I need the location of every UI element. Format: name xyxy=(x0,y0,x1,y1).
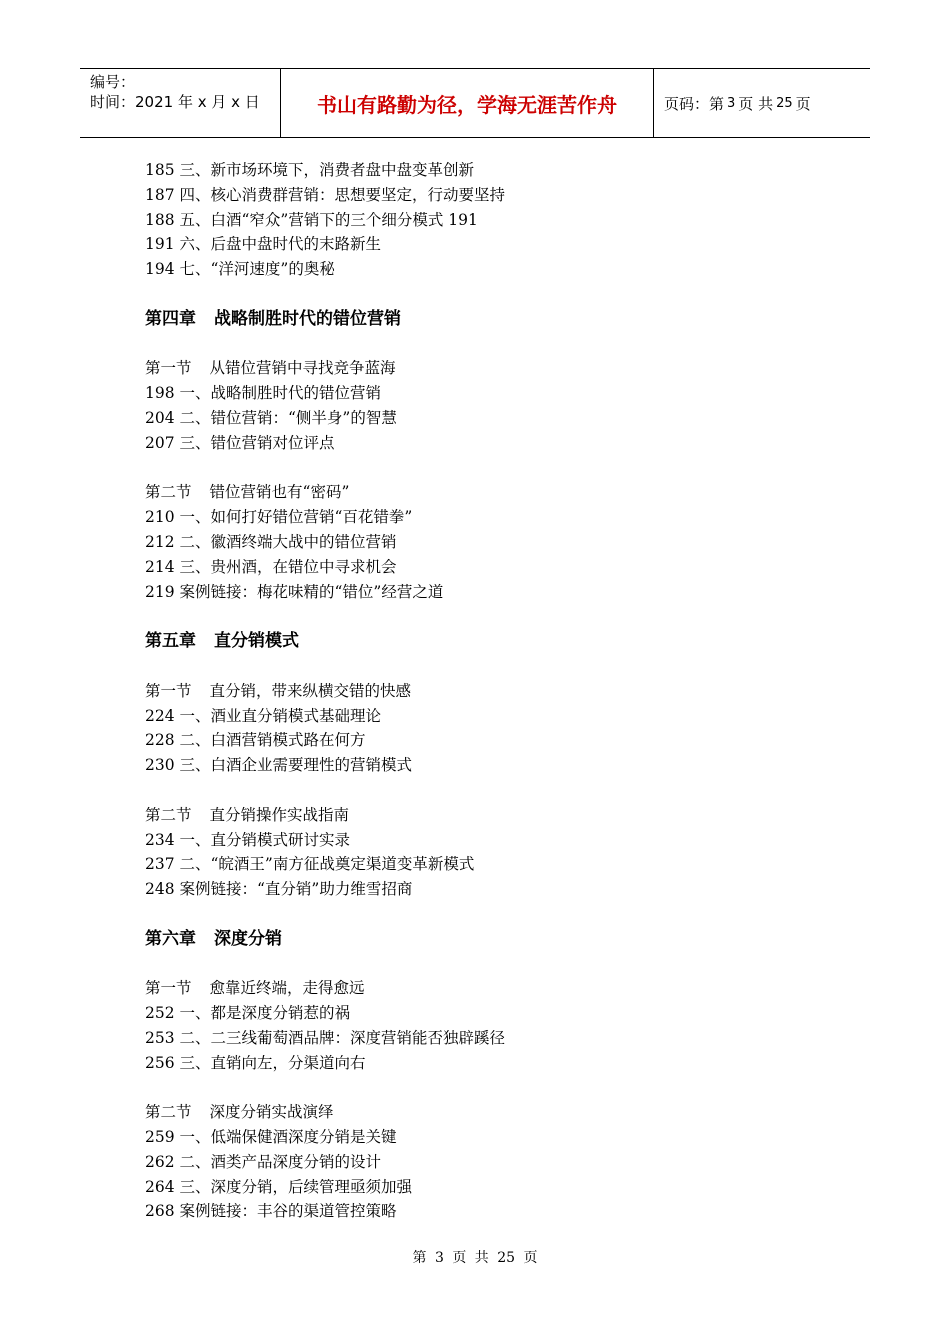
section-heading xyxy=(145,976,845,1001)
serial-label: 编号： xyxy=(90,73,136,91)
chapter-title: 战略制胜时代的错位营销 xyxy=(214,308,401,329)
section-title: 错位营销也有“密码” xyxy=(209,483,350,502)
section-heading xyxy=(145,679,845,704)
header-info-cell xyxy=(80,69,281,137)
chapter-label: 第五章 xyxy=(145,631,196,652)
footer-suffix: 页 xyxy=(523,1250,538,1266)
section-heading xyxy=(145,1100,845,1125)
section-label: 第二节 xyxy=(145,805,192,824)
footer-current: 3 xyxy=(434,1250,444,1266)
toc-entry: 230 三、白酒企业需要理性的营销模式 xyxy=(145,756,413,775)
page-suffix: 页 xyxy=(795,94,811,113)
toc-entry: 212 二、徽酒终端大战中的错位营销 xyxy=(145,532,397,551)
spacer xyxy=(145,778,845,803)
toc-entry: 214 三、贵州酒，在错位中寻求机会 xyxy=(145,557,397,576)
chapter-title: 直分销模式 xyxy=(214,631,299,652)
toc-entry: 264 三、深度分销，后续管理亟须加强 xyxy=(145,1177,413,1196)
footer-mid1: 页 xyxy=(452,1250,467,1266)
header-motto: 书山有路勤为径，学海无涯苦作舟 xyxy=(281,69,654,137)
toc-entry: 237 二、“皖酒王”南方征战奠定渠道变革新模式 xyxy=(145,855,475,874)
header-page-indicator xyxy=(664,69,870,137)
section-label: 第一节 xyxy=(145,359,192,378)
time-label: 时间：2021 年 x 月 x 日 xyxy=(90,93,260,111)
section-heading xyxy=(145,803,845,828)
toc-entry: 253 二、二三线葡萄酒品牌：深度营销能否独辟蹊径 xyxy=(145,1028,506,1047)
section-label: 第二节 xyxy=(145,1103,192,1122)
toc-entry: 228 二、白酒营销模式路在何方 xyxy=(145,731,366,750)
toc-entry: 210 一、如何打好错位营销“百花错拳” xyxy=(145,508,413,527)
spacer xyxy=(145,902,845,927)
page-total: 25 xyxy=(776,95,793,111)
toc-entry: 248 案例链接：“直分销”助力维雪招商 xyxy=(145,880,413,899)
spacer xyxy=(145,654,845,679)
spacer xyxy=(145,282,845,307)
spacer xyxy=(145,332,845,357)
footer-mid2: 共 xyxy=(474,1250,489,1266)
section-label: 第一节 xyxy=(145,681,192,700)
table-of-contents xyxy=(145,158,845,1224)
toc-entry: 252 一、都是深度分销惹的祸 xyxy=(145,1004,351,1023)
toc-entry: 256 三、直销向左，分渠道向右 xyxy=(145,1053,366,1072)
footer-prefix: 第 xyxy=(412,1250,427,1266)
page-prefix: 页码：第 xyxy=(664,94,725,113)
toc-entry: 194 七、“洋河速度”的奥秘 xyxy=(145,260,335,279)
toc-entry: 219 案例链接：梅花味精的“错位”经营之道 xyxy=(145,582,444,601)
chapter-label: 第六章 xyxy=(145,928,196,949)
section-title: 深度分销实战演绎 xyxy=(209,1103,334,1122)
section-title: 从错位营销中寻找竞争蓝海 xyxy=(209,359,396,378)
toc-entry: 204 二、错位营销：“侧半身”的智慧 xyxy=(145,408,397,427)
footer-total: 25 xyxy=(497,1250,516,1266)
chapter-heading xyxy=(145,927,845,952)
toc-entry: 259 一、低端保健酒深度分销是关键 xyxy=(145,1128,397,1147)
toc-entry: 188 五、白酒“窄众”营销下的三个细分模式 191 xyxy=(145,210,478,229)
spacer xyxy=(145,456,845,481)
spacer xyxy=(145,604,845,629)
toc-entry: 198 一、战略制胜时代的错位营销 xyxy=(145,384,382,403)
section-label: 第一节 xyxy=(145,979,192,998)
section-heading xyxy=(145,356,845,381)
toc-entry: 191 六、后盘中盘时代的末路新生 xyxy=(145,235,382,254)
page-footer xyxy=(0,1247,950,1267)
section-title: 直分销，带来纵横交错的快感 xyxy=(209,681,412,700)
section-title: 愈靠近终端，走得愈远 xyxy=(209,979,365,998)
page-current: 3 xyxy=(727,95,736,111)
chapter-heading xyxy=(145,629,845,654)
spacer xyxy=(145,1075,845,1100)
chapter-title: 深度分销 xyxy=(214,928,282,949)
toc-entry: 187 四、核心消费群营销：思想要坚定，行动要坚持 xyxy=(145,185,506,204)
section-label: 第二节 xyxy=(145,483,192,502)
toc-entry: 234 一、直分销模式研讨实录 xyxy=(145,830,351,849)
spacer xyxy=(145,952,845,977)
toc-entry: 224 一、酒业直分销模式基础理论 xyxy=(145,706,382,725)
page-header xyxy=(80,68,870,138)
page-mid: 页 共 xyxy=(738,94,774,113)
toc-entry: 262 二、酒类产品深度分销的设计 xyxy=(145,1152,382,1171)
toc-entry: 207 三、错位营销对位评点 xyxy=(145,433,335,452)
toc-entry: 268 案例链接：丰谷的渠道管控策略 xyxy=(145,1202,397,1221)
section-heading xyxy=(145,480,845,505)
chapter-label: 第四章 xyxy=(145,308,196,329)
section-title: 直分销操作实战指南 xyxy=(209,805,350,824)
chapter-heading xyxy=(145,307,845,332)
toc-entry: 185 三、新市场环境下，消费者盘中盘变革创新 xyxy=(145,161,475,179)
